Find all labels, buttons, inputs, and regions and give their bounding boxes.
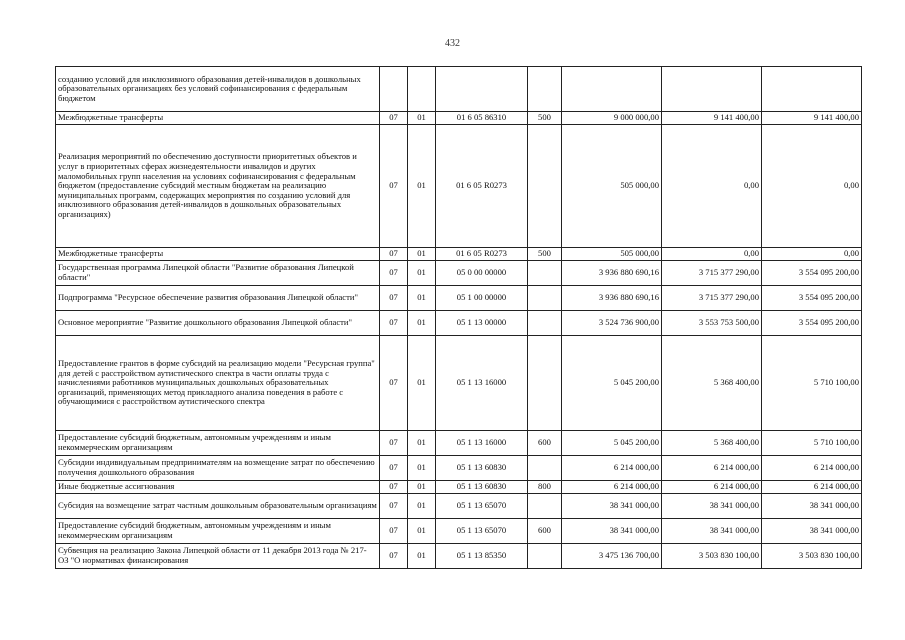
row-amount-year2: 0,00: [662, 125, 762, 248]
row-section: 07: [380, 248, 408, 261]
row-section: 07: [380, 544, 408, 569]
row-amount-year1: 3 524 736 900,00: [562, 311, 662, 336]
row-amount-year2: 6 214 000,00: [662, 481, 762, 494]
row-target-code: 01 6 05 R0273: [436, 248, 528, 261]
table-row: [56, 248, 862, 261]
row-subsection: 01: [408, 544, 436, 569]
row-amount-year1: 6 214 000,00: [562, 481, 662, 494]
row-target-code: 01 6 05 R0273: [436, 125, 528, 248]
row-amount-year2: 38 341 000,00: [662, 519, 762, 544]
row-expense-type: 600: [528, 431, 562, 456]
row-expense-type: [528, 286, 562, 311]
row-target-code: 05 1 13 65070: [436, 519, 528, 544]
row-name: Реализация мероприятий по обеспечению доступности приоритетных объектов и услуг в приоритетных сферах жизнедеятельности инвалидов и других маломобильных групп населения на условиях софинансирования с федеральным бюджетом (предоставление субсидий местным бюджетам на реализацию муниципальных программ, содержащих мероприятия по созданию условий для инклюзивного образования детей-инвалидов в дошкольных образовательных организациях): [56, 125, 380, 248]
row-name: Предоставление грантов в форме субсидий на реализацию модели "Ресурсная группа" для детей с расстройством аутистического спектра в части оплаты труда с начислениями работников муниципальных дошкольных образовательных организаций, применяющих метод прикладного анализа поведения в работе с обучающимися с расстройством аутистического спектра: [56, 336, 380, 431]
row-target-code: 05 1 13 16000: [436, 336, 528, 431]
row-amount-year1: 9 000 000,00: [562, 112, 662, 125]
row-amount-year2: [662, 67, 762, 112]
row-amount-year2: 3 503 830 100,00: [662, 544, 762, 569]
row-amount-year1: 38 341 000,00: [562, 519, 662, 544]
row-amount-year3: 5 710 100,00: [762, 431, 862, 456]
row-amount-year3: 38 341 000,00: [762, 519, 862, 544]
row-amount-year1: 3 936 880 690,16: [562, 286, 662, 311]
row-expense-type: [528, 336, 562, 431]
row-section: 07: [380, 481, 408, 494]
row-amount-year3: 9 141 400,00: [762, 112, 862, 125]
row-section: [380, 67, 408, 112]
row-target-code: 05 1 13 85350: [436, 544, 528, 569]
table-row: [56, 494, 862, 519]
row-section: 07: [380, 261, 408, 286]
row-amount-year1: 5 045 200,00: [562, 431, 662, 456]
row-amount-year3: 3 554 095 200,00: [762, 261, 862, 286]
row-subsection: 01: [408, 286, 436, 311]
row-subsection: 01: [408, 248, 436, 261]
row-amount-year2: 3 715 377 290,00: [662, 286, 762, 311]
row-amount-year1: 3 475 136 700,00: [562, 544, 662, 569]
row-amount-year2: 6 214 000,00: [662, 456, 762, 481]
row-amount-year1: 6 214 000,00: [562, 456, 662, 481]
table-row: [56, 125, 862, 248]
row-section: 07: [380, 336, 408, 431]
row-amount-year2: 9 141 400,00: [662, 112, 762, 125]
row-section: 07: [380, 311, 408, 336]
row-amount-year3: 3 503 830 100,00: [762, 544, 862, 569]
row-target-code: [436, 67, 528, 112]
table-row: [56, 311, 862, 336]
row-expense-type: [528, 311, 562, 336]
row-subsection: 01: [408, 125, 436, 248]
row-amount-year3: 6 214 000,00: [762, 481, 862, 494]
row-amount-year2: 5 368 400,00: [662, 431, 762, 456]
row-target-code: 05 1 13 60830: [436, 481, 528, 494]
row-subsection: 01: [408, 431, 436, 456]
row-amount-year1: [562, 67, 662, 112]
row-amount-year1: 505 000,00: [562, 125, 662, 248]
row-expense-type: [528, 456, 562, 481]
row-amount-year2: 3 553 753 500,00: [662, 311, 762, 336]
row-target-code: 05 0 00 00000: [436, 261, 528, 286]
row-expense-type: [528, 494, 562, 519]
row-amount-year2: 0,00: [662, 248, 762, 261]
table-row: [56, 261, 862, 286]
row-name: Субсидии индивидуальным предпринимателям на возмещение затрат по обеспечению получения дошкольного образования: [56, 456, 380, 481]
row-subsection: 01: [408, 494, 436, 519]
table-row: [56, 456, 862, 481]
row-target-code: 01 6 05 86310: [436, 112, 528, 125]
row-amount-year1: 3 936 880 690,16: [562, 261, 662, 286]
row-amount-year2: 5 368 400,00: [662, 336, 762, 431]
row-name: Государственная программа Липецкой области "Развитие образования Липецкой области": [56, 261, 380, 286]
row-name: Подпрограмма "Ресурсное обеспечение развития образования Липецкой области": [56, 286, 380, 311]
row-name: созданию условий для инклюзивного образования детей-инвалидов в дошкольных образовательных организациях без условий софинансирования с федеральным бюджетом: [56, 67, 380, 112]
row-section: 07: [380, 494, 408, 519]
row-expense-type: [528, 67, 562, 112]
table-row: [56, 431, 862, 456]
row-section: 07: [380, 125, 408, 248]
row-target-code: 05 1 13 16000: [436, 431, 528, 456]
row-target-code: 05 1 13 60830: [436, 456, 528, 481]
row-subsection: 01: [408, 456, 436, 481]
row-expense-type: [528, 544, 562, 569]
row-amount-year1: 5 045 200,00: [562, 336, 662, 431]
row-subsection: 01: [408, 261, 436, 286]
row-name: Предоставление субсидий бюджетным, автономным учреждениям и иным некоммерческим организациям: [56, 519, 380, 544]
row-amount-year1: 505 000,00: [562, 248, 662, 261]
row-section: 07: [380, 112, 408, 125]
row-amount-year3: [762, 67, 862, 112]
row-name: Предоставление субсидий бюджетным, автономным учреждениям и иным некоммерческим организациям: [56, 431, 380, 456]
row-amount-year3: 3 554 095 200,00: [762, 286, 862, 311]
row-amount-year3: 3 554 095 200,00: [762, 311, 862, 336]
table-row: [56, 336, 862, 431]
row-amount-year2: 38 341 000,00: [662, 494, 762, 519]
row-name: Основное мероприятие "Развитие дошкольного образования Липецкой области": [56, 311, 380, 336]
row-expense-type: 500: [528, 248, 562, 261]
row-name: Межбюджетные трансферты: [56, 248, 380, 261]
row-amount-year2: 3 715 377 290,00: [662, 261, 762, 286]
row-amount-year3: 0,00: [762, 125, 862, 248]
table-row: [56, 481, 862, 494]
row-name: Иные бюджетные ассигнования: [56, 481, 380, 494]
table-row: [56, 286, 862, 311]
row-expense-type: 800: [528, 481, 562, 494]
row-subsection: 01: [408, 519, 436, 544]
budget-table-body: [56, 67, 862, 569]
table-row: [56, 67, 862, 112]
row-name: Субвенция на реализацию Закона Липецкой области от 11 декабря 2013 года № 217-ОЗ "О нормативах финансирования: [56, 544, 380, 569]
row-subsection: 01: [408, 311, 436, 336]
row-name: Межбюджетные трансферты: [56, 112, 380, 125]
row-subsection: 01: [408, 481, 436, 494]
row-amount-year3: 6 214 000,00: [762, 456, 862, 481]
table-row: [56, 519, 862, 544]
budget-table: [55, 66, 862, 569]
row-expense-type: [528, 125, 562, 248]
page-number: 432: [445, 38, 460, 49]
row-amount-year3: 0,00: [762, 248, 862, 261]
row-amount-year3: 38 341 000,00: [762, 494, 862, 519]
row-section: 07: [380, 519, 408, 544]
row-expense-type: [528, 261, 562, 286]
row-subsection: 01: [408, 336, 436, 431]
row-section: 07: [380, 431, 408, 456]
row-target-code: 05 1 00 00000: [436, 286, 528, 311]
table-row: [56, 544, 862, 569]
row-subsection: [408, 67, 436, 112]
row-target-code: 05 1 13 65070: [436, 494, 528, 519]
row-amount-year1: 38 341 000,00: [562, 494, 662, 519]
row-expense-type: 500: [528, 112, 562, 125]
row-expense-type: 600: [528, 519, 562, 544]
row-target-code: 05 1 13 00000: [436, 311, 528, 336]
row-section: 07: [380, 286, 408, 311]
table-row: [56, 112, 862, 125]
row-subsection: 01: [408, 112, 436, 125]
row-name: Субсидия на возмещение затрат частным дошкольным образовательным организациям: [56, 494, 380, 519]
row-section: 07: [380, 456, 408, 481]
row-amount-year3: 5 710 100,00: [762, 336, 862, 431]
